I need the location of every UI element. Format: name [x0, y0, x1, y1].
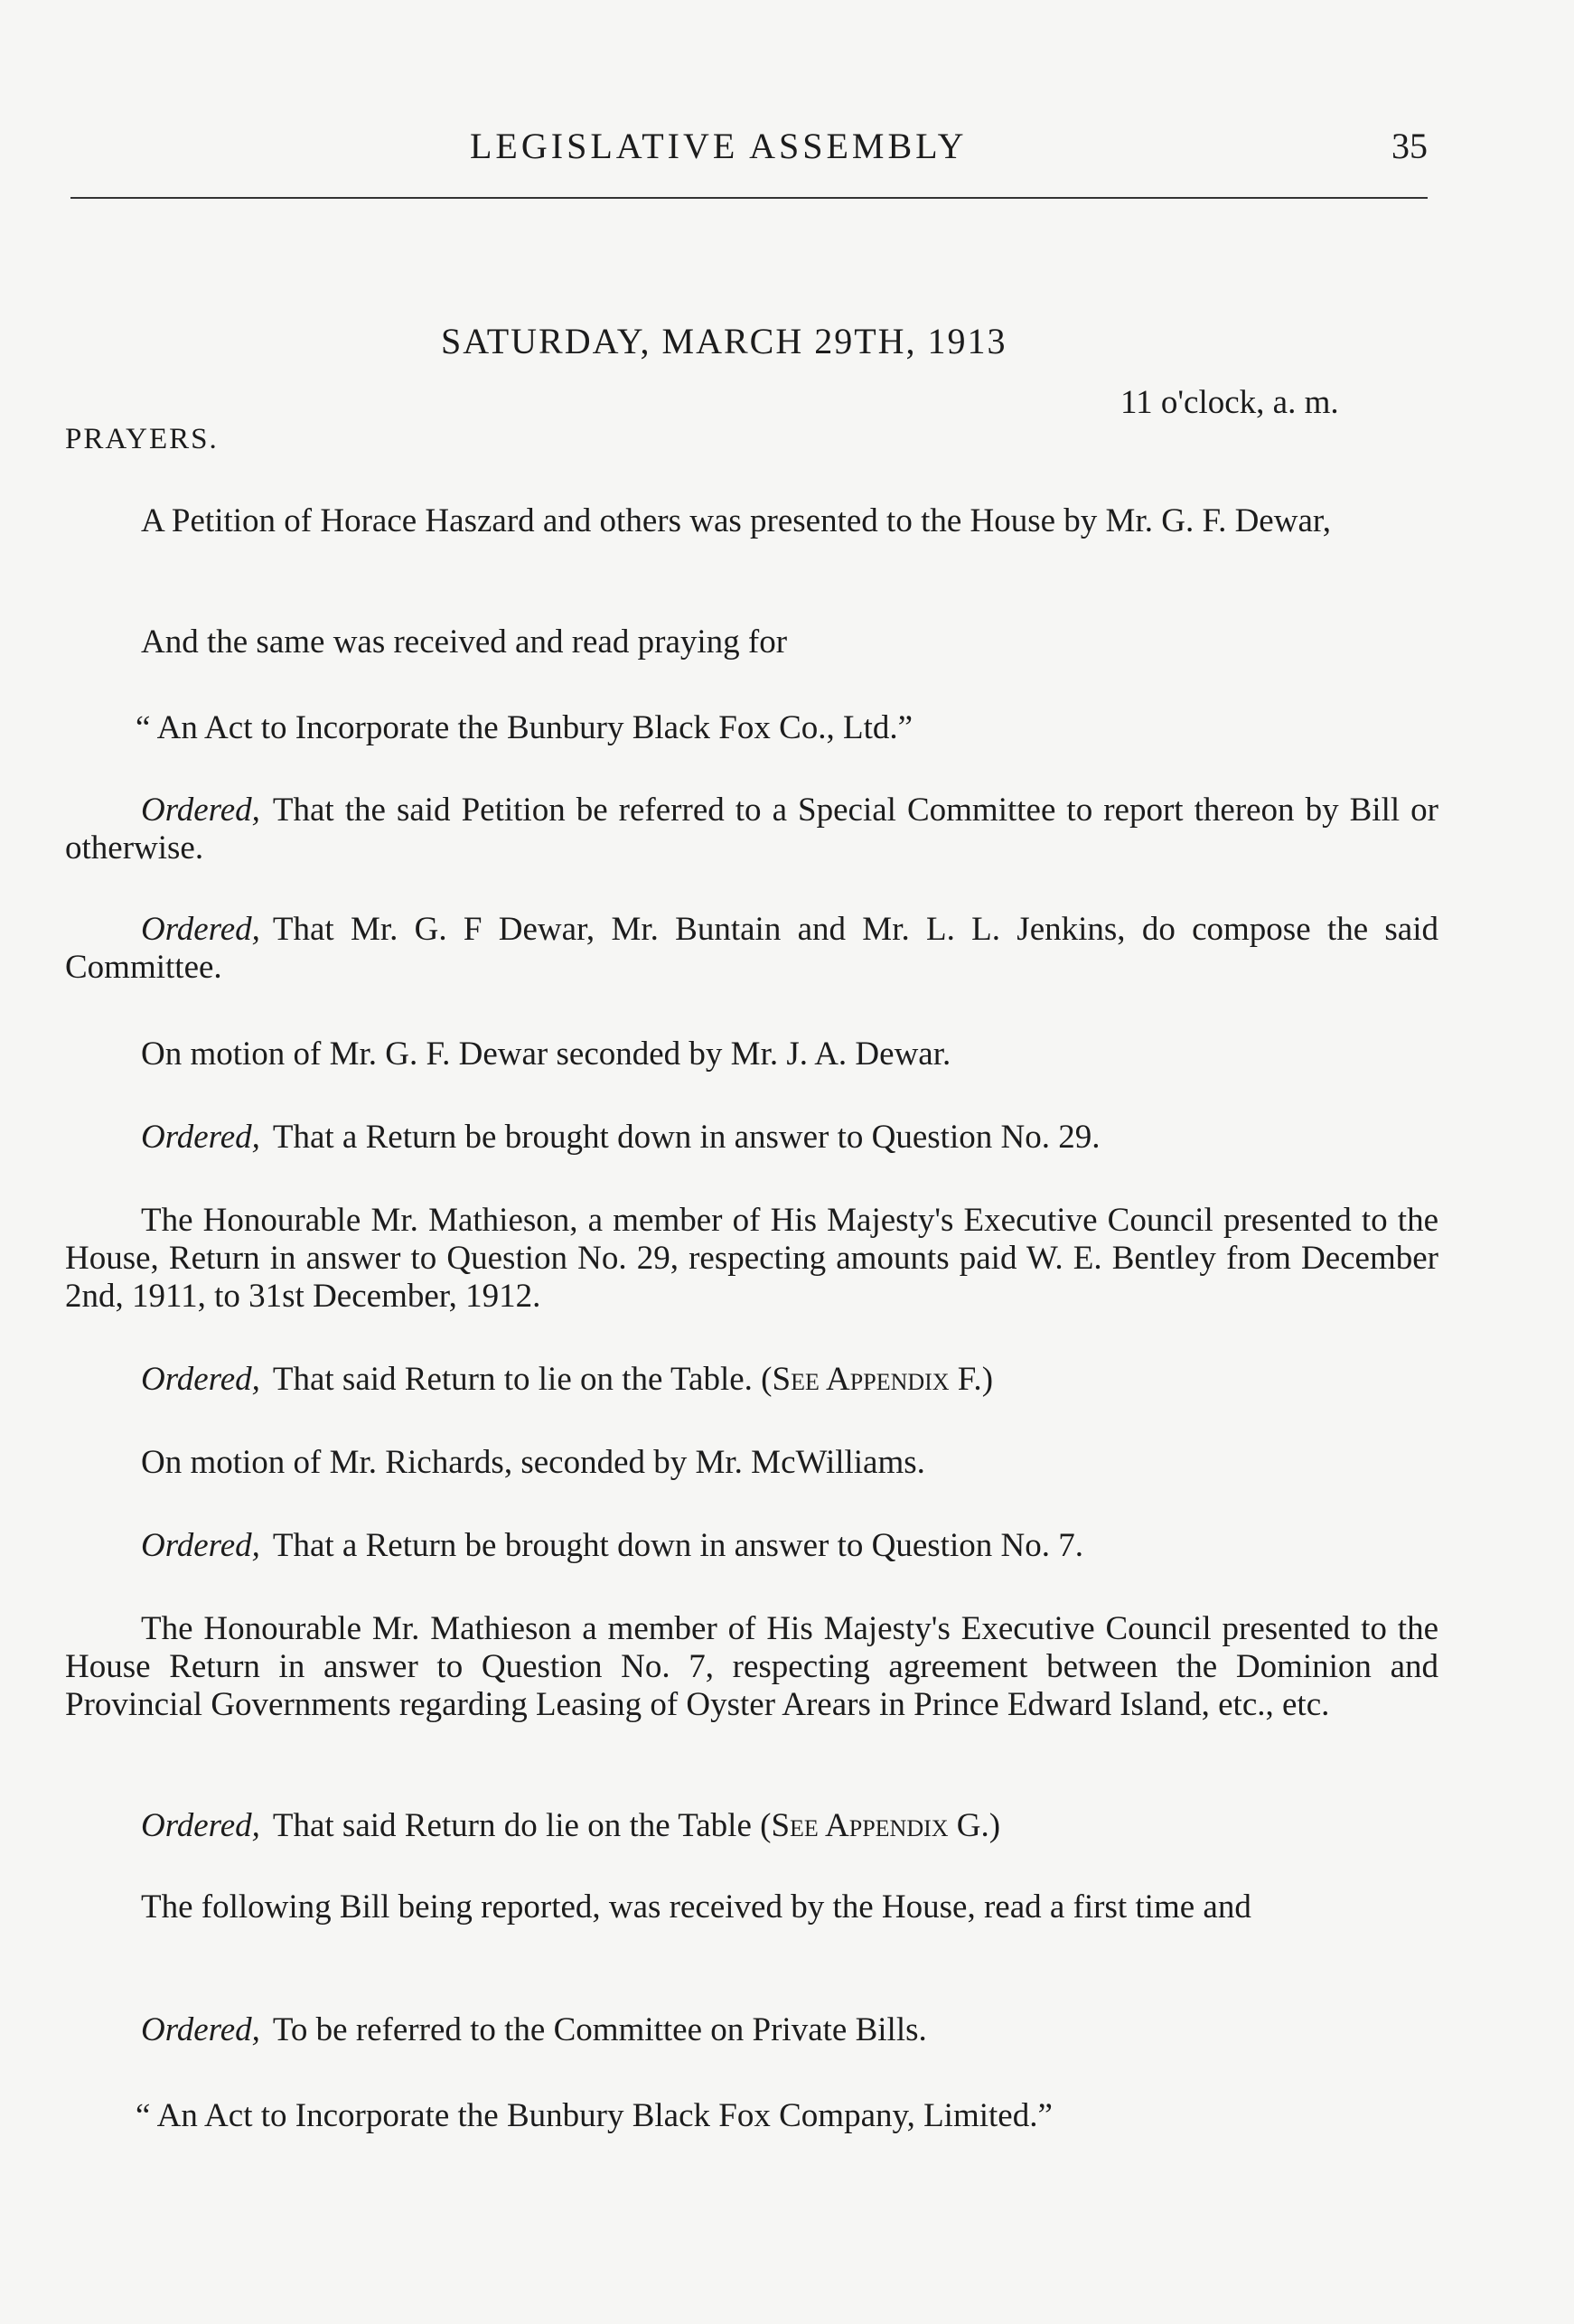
ordered-text: That Mr. G. F Dewar, Mr. Buntain and Mr. L. L. Jenkins, do compose the said Committee.: [65, 911, 1438, 986]
return-q7-presented-paragraph: The Honourable Mr. Mathieson a member of His Majesty's Executive Council presented to the House Return in answer to Question No. 7, respecting agreement between the Dominion and Provincial Governments regarding Leasing of Oyster Arears in Prince Edward Island, etc., etc.: [65, 1610, 1438, 1723]
prayers-heading: PRAYERS.: [65, 423, 219, 455]
motion-paragraph: On motion of Mr. G. F. Dewar seconded by Mr. J. A. Dewar.: [141, 1035, 951, 1073]
ordered-text: That a Return be brought down in answer to Question No. 29.: [272, 1119, 1101, 1156]
ordered-text: That a Return be brought down in answer to Question No. 7.: [272, 1527, 1083, 1564]
ordered-label: Ordered,: [141, 2011, 260, 2048]
act-title-quote: “ An Act to Incorporate the Bunbury Black Fox Company, Limited.”: [136, 2097, 1053, 2134]
appendix-reference: See Appendix F.: [772, 1361, 982, 1398]
received-paragraph: And the same was received and read praying for: [141, 623, 788, 661]
ordered-text: To be referred to the Committee on Private Bills.: [272, 2011, 927, 2048]
page-number: 35: [1391, 126, 1428, 166]
sitting-date-heading: SATURDAY, MARCH 29TH, 1913: [441, 321, 1007, 361]
ordered-text: That the said Petition be referred to a Special Committee to report thereon by Bill or otherwise.: [65, 792, 1438, 867]
ordered-special-committee-paragraph: [65, 792, 1438, 867]
ordered-lie-on-table-g-paragraph: Ordered, That said Return do lie on the Table (See Appendix G.): [141, 1807, 1001, 1844]
sitting-time: 11 o'clock, a. m.: [1120, 384, 1339, 421]
ordered-return-q29-paragraph: [65, 1119, 1438, 1157]
ordered-lie-on-table-f-paragraph: Ordered, That said Return to lie on the Table. (See Appendix F.): [141, 1361, 994, 1398]
motion-richards-paragraph: On motion of Mr. Richards, seconded by Mr. McWilliams.: [141, 1444, 925, 1481]
ordered-text: That said Return to lie on the Table. (: [272, 1361, 773, 1398]
bill-reported-paragraph: The following Bill being reported, was received by the House, read a first time and: [141, 1888, 1251, 1926]
appendix-reference: See Appendix G.: [771, 1807, 989, 1844]
ordered-text: That said Return do lie on the Table (: [272, 1807, 772, 1844]
ordered-label: Ordered,: [141, 1527, 260, 1564]
ordered-label: Ordered,: [141, 1807, 260, 1844]
ordered-private-bills-paragraph: [65, 2011, 1438, 2049]
petition-paragraph: A Petition of Horace Haszard and others was presented to the House by Mr. G. F. Dewar,: [141, 502, 1331, 539]
ordered-label: Ordered,: [141, 1361, 260, 1398]
act-title-quote: “ An Act to Incorporate the Bunbury Black Fox Co., Ltd.”: [136, 709, 913, 746]
ordered-label: Ordered,: [141, 792, 260, 829]
return-q29-presented-paragraph: The Honourable Mr. Mathieson, a member of His Majesty's Executive Council presented to the House, Return in answer to Question No. 29, respecting amounts paid W. E. Bentley from December 2nd, 1911, to 31st December, 1912.: [65, 1202, 1438, 1315]
ordered-return-q7-paragraph: [65, 1527, 1438, 1565]
ordered-label: Ordered,: [141, 911, 260, 948]
ordered-committee-members-paragraph: [65, 911, 1438, 987]
running-header-title: LEGISLATIVE ASSEMBLY: [470, 126, 968, 166]
header-rule: [70, 197, 1428, 199]
ordered-label: Ordered,: [141, 1119, 260, 1156]
